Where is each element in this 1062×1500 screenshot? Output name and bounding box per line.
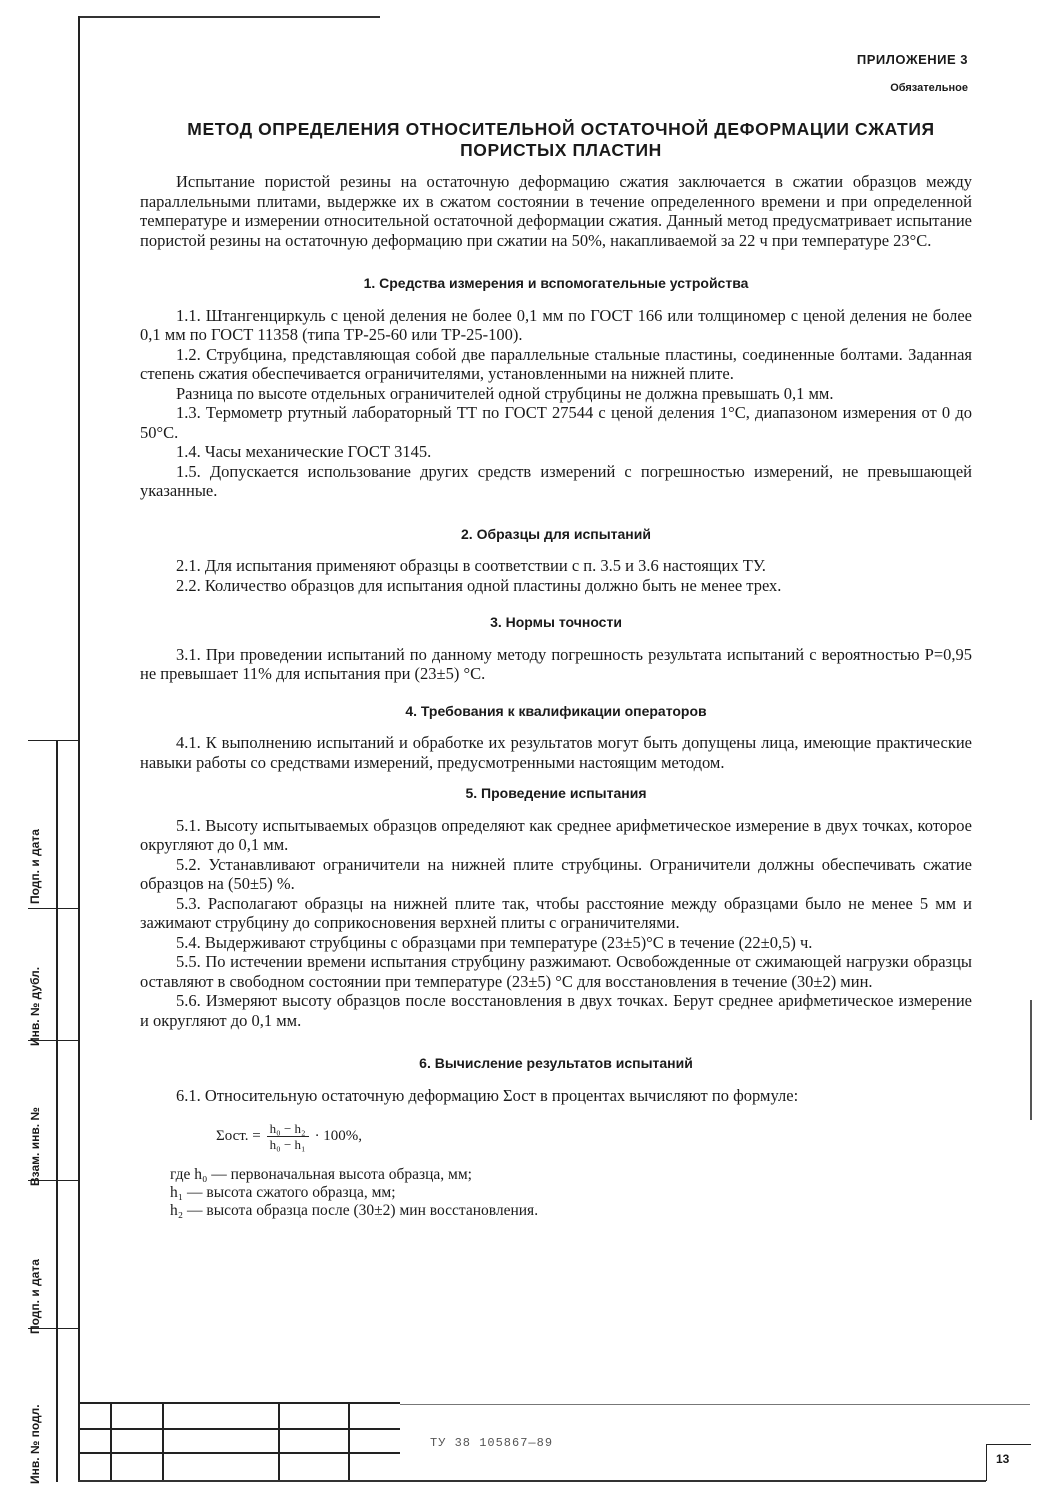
- paragraph-2-2: 2.2. Количество образцов для испытания одной пластины должно быть не менее трех.: [176, 575, 782, 595]
- stamp-line: [80, 1428, 400, 1430]
- where-h0: где h₀ — первоначальная высота образца, мм;: [170, 1166, 472, 1183]
- section-heading-5: 5. Проведение испытания: [465, 785, 647, 801]
- formula-rhs: · 100%,: [314, 1127, 363, 1144]
- paragraph-5-3: 5.3. Располагают образцы на нижней плите так, чтобы расстояние между образцами было не менее 5 мм и зажимают струбцину до соприкосновения верхней плиты с ограничителями.: [140, 893, 972, 932]
- intro-paragraph: Испытание пористой резины на остаточную деформацию сжатия заключается в сжатии образцов между параллельными плитами, выдержке их в сжатом состоянии в течение определенного времени и при определенной температуре и измерении относительной остаточной деформации сжатия. Данный метод предусматривает испытание пористой резины на остаточную деформацию при сжатии на 50%, накапливаемой за 22 ч при температуре 23°С.: [140, 172, 972, 250]
- page-number: 13: [996, 1452, 1010, 1466]
- paragraph-1-2: 1.2. Струбцина, представляющая собой две параллельные стальные пластины, соединенные болтами. Заданная степень сжатия обеспечивается ограничителями, установленными на нижней плите.: [140, 344, 972, 383]
- side-label-orig-inv: Инв. № подл.: [28, 1404, 42, 1484]
- paragraph-4-1: 4.1. К выполнению испытаний и обработке их результатов могут быть допущены лица, имеющие практические навыки работы со средствами измерений, предусмотренными настоящим методом.: [140, 733, 972, 772]
- side-label-repl-inv: Взам. инв. №: [28, 1107, 42, 1186]
- side-cell: [28, 740, 78, 741]
- paragraph-5-2: 5.2. Устанавливают ограничители на нижней плите струбцины. Ограничители должны обеспечивать сжатие образцов на (50±5) %.: [140, 854, 972, 893]
- frame-right-mark: [1030, 1000, 1032, 1120]
- stamp-line: [80, 1452, 400, 1454]
- side-stamp-column: [28, 740, 78, 1482]
- stamp-line: [278, 1402, 280, 1480]
- paragraph-5-6: 5.6. Измеряют высоту образцов после восстановления в двух точках. Берут среднее арифметическое измерение и округляют до 0,1 мм.: [140, 991, 972, 1030]
- paragraph-1-3: 1.3. Термометр ртутный лабораторный ТТ по ГОСТ 27544 с ценой деления 1°С, диапазоном измерения от 0 до 50°С.: [140, 403, 972, 442]
- frame-bottom-line: [78, 1480, 986, 1482]
- stamp-line: [162, 1402, 164, 1480]
- stamp-line: [348, 1402, 350, 1480]
- paragraph-3-1: 3.1. При проведении испытаний по данному методу погрешность результата испытаний с вероятностью Р=0,95 не превышает 11% для испытания при (23±5) °С.: [140, 644, 972, 683]
- section-heading-6: 6. Вычисление результатов испытаний: [419, 1055, 693, 1071]
- side-label-sign-date-2: Подп. и дата: [28, 1259, 42, 1334]
- paragraph-5-5: 5.5. По истечении времени испытания струбцину разжимают. Освобожденные от сжимающей нагрузки образцы оставляют в свободном состоянии при температуре (23±5) °С для восстановления в течение (30±2) мин.: [140, 952, 972, 991]
- section-heading-4: 4. Требования к квалификации операторов: [405, 702, 707, 719]
- appendix-status: Обязательное: [890, 82, 968, 94]
- appendix-label: ПРИЛОЖЕНИЕ 3: [856, 52, 968, 67]
- paragraph-1-5: 1.5. Допускается использование других средств измерений с погрешностью измерений, не превышающей указанные.: [140, 461, 972, 500]
- side-cell: [28, 908, 78, 909]
- where-h2: h₂ — высота образца после (30±2) мин восстановления.: [170, 1202, 539, 1219]
- page-title: МЕТОД ОПРЕДЕЛЕНИЯ ОТНОСИТЕЛЬНОЙ ОСТАТОЧНОЙ ДЕФОРМАЦИИ СЖАТИЯ ПОРИСТЫХ ПЛАСТИН: [187, 119, 935, 160]
- section-heading-2: 2. Образцы для испытаний: [461, 525, 651, 542]
- document-code: ТУ 38 105867—89: [430, 1436, 554, 1450]
- formula-denominator: h₀ − h₁: [269, 1137, 306, 1152]
- where-h1: h₁ — высота сжатого образца, мм;: [170, 1184, 396, 1201]
- document-body: [140, 172, 972, 1220]
- paragraph-1-2b: Разница по высоте отдельных ограничителей одной струбцины не должна превышать 0,1 мм.: [176, 383, 834, 403]
- section-heading-3: 3. Нормы точности: [490, 614, 622, 630]
- stamp-line: [80, 1402, 400, 1404]
- paragraph-5-4: 5.4. Выдерживают струбцины с образцами при температуре (23±5)°С в течение (22±0,5) ч.: [176, 932, 813, 952]
- title-block-stamp: [80, 1402, 400, 1480]
- paragraph-2-1: 2.1. Для испытания применяют образцы в соответствии с п. 3.5 и 3.6 настоящих ТУ.: [176, 556, 766, 575]
- deformation-formula: [216, 1121, 972, 1152]
- formula-lhs: Σост. =: [216, 1127, 261, 1144]
- paragraph-1-4: 1.4. Часы механические ГОСТ 3145.: [176, 442, 432, 461]
- side-label-dup-inv: Инв. № дубл.: [28, 966, 42, 1046]
- side-divider: [56, 740, 58, 1482]
- stamp-line: [110, 1402, 112, 1480]
- side-label-sign-date: Подп. и дата: [28, 829, 42, 904]
- section-heading-1: 1. Средства измерения и вспомогательные устройства: [363, 275, 749, 291]
- stamp-line: [400, 1404, 1030, 1405]
- formula-numerator: h₀ − h₂: [267, 1121, 309, 1137]
- frame-top-line: [80, 16, 380, 18]
- paragraph-6-1: 6.1. Относительную остаточную деформацию Σост в процентах вычисляют по формуле:: [176, 1085, 799, 1105]
- paragraph-5-1: 5.1. Высоту испытываемых образцов определяют как среднее арифметическое измерение в двух точках, которое округляют до 0,1 мм.: [140, 815, 972, 854]
- formula-fraction: [267, 1121, 309, 1152]
- frame-left-line: [78, 16, 80, 1482]
- paragraph-1-1: 1.1. Штангенциркуль с ценой деления не более 0,1 мм по ГОСТ 166 или толщиномер с ценой деления не более 0,1 мм по ГОСТ 11358 (типа ТР-25-60 или ТР-25-100).: [140, 305, 972, 344]
